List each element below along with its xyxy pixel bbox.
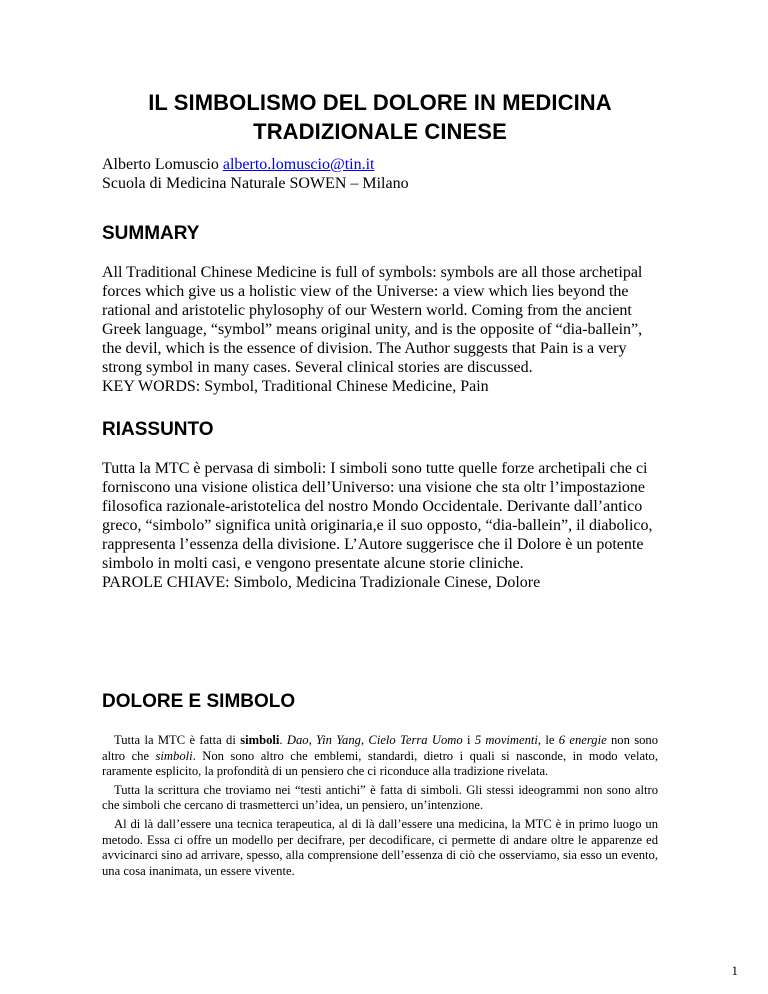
summary-text — [102, 263, 658, 396]
author-email-link[interactable]: alberto.lomuscio@tin.it — [222, 156, 375, 173]
italic-term: simboli — [155, 748, 193, 763]
dolore-simbolo-body — [102, 733, 658, 879]
summary-line: rational and aristotelic phylosophy of our Western world. Coming from the ancient — [102, 302, 632, 319]
riassunto-line: forniscono una visione olistica dell’Universo: una visione che sta oltr l’impostazione — [102, 479, 645, 496]
author-line — [102, 155, 658, 174]
text-run: , — [308, 733, 317, 747]
summary-heading: SUMMARY — [102, 223, 200, 244]
summary-line: forces which give us a holistic view of the Universe: a view which lies beyond the — [102, 283, 629, 300]
riassunto-text — [102, 459, 658, 592]
text-run: , le — [537, 733, 559, 747]
riassunto-heading: RIASSUNTO — [102, 419, 214, 440]
text-run: , — [360, 733, 369, 747]
summary-keywords: KEY WORDS: Symbol, Traditional Chinese Medicine, Pain — [102, 378, 489, 395]
italic-term: Cielo Terra Uomo — [368, 733, 463, 747]
summary-line: the devil, which is the essence of division. The Author suggests that Pain is a very — [102, 340, 627, 357]
italic-term: Yin Yang — [316, 733, 361, 747]
title-line-1: IL SIMBOLISMO DEL DOLORE IN MEDICINA — [148, 90, 612, 115]
riassunto-line: rappresenta l’essenza della divisione. L’Autore suggerisce che il Dolore è un potente — [102, 536, 644, 553]
body-paragraph-1 — [102, 733, 658, 780]
author-name: Alberto Lomuscio — [102, 156, 219, 173]
riassunto-keywords: PAROLE CHIAVE: Simbolo, Medicina Tradizionale Cinese, Dolore — [102, 574, 541, 591]
author-affiliation: Scuola di Medicina Naturale SOWEN – Milano — [102, 175, 409, 192]
body-paragraph-3: Al di là dall’essere una tecnica terapeutica, al di là dall’essere una medicina, la MTC è in primo luogo un metodo. Essa ci offre un modello per decifrare, per decodificare, ci permette di andare oltre le apparenze ed avvicinarci sino ad arrivare, spesso, alla comprensione dell’essenza di ciò che osserviamo, sia esso un evento, una cosa inanimata, un essere vivente. — [102, 816, 658, 878]
page-number: 1 — [731, 963, 738, 978]
text-run: Tutta la MTC è fatta di — [114, 733, 241, 747]
italic-term: 6 energie — [558, 733, 607, 747]
riassunto-line: simbolo in molti casi, e vengono presentate alcune storie cliniche. — [102, 555, 524, 572]
riassunto-line: greco, “simbolo” significa unità originaria,e il suo opposto, “dia-ballein”, il diabolico, — [102, 517, 653, 534]
title-line-2: TRADIZIONALE CINESE — [253, 119, 507, 144]
text-run: non sono altro che — [102, 733, 659, 763]
summary-line: strong symbol in many cases. Several clinical stories are discussed. — [102, 359, 533, 376]
dolore-simbolo-heading: DOLORE E SIMBOLO — [102, 691, 296, 712]
bold-term: simboli — [240, 733, 280, 747]
italic-term: 5 movimenti — [474, 733, 538, 747]
riassunto-line: Tutta la MTC è pervasa di simboli: I simboli sono tutte quelle forze archetipali che ci — [102, 460, 648, 477]
text-run: . Non sono altro che emblemi, standardi, dietro i quali si nasconde, in modo velato, raramente esplicito, la profondità di un pensiero che ci riconduce alla tradizione rivelata. — [102, 748, 658, 779]
text-run: i — [462, 733, 475, 747]
page-title — [102, 88, 658, 146]
summary-line: Greek language, “symbol” means original unity, and is the opposite of “dia-ballein”, — [102, 321, 643, 338]
author-block — [102, 155, 658, 193]
summary-line: All Traditional Chinese Medicine is full of symbols: symbols are all those archetipal — [102, 264, 643, 281]
text-run: . — [279, 733, 287, 747]
riassunto-line: filosofica razionale-aristotelica del nostro Mondo Occidentale. Derivante dall’antico — [102, 498, 643, 515]
body-paragraph-2: Tutta la scrittura che troviamo nei “testi antichi” è fatta di simboli. Gli stessi ideogrammi non sono altro che simboli che cercano di trasmetterci un’idea, un pensiero, un’intenzione. — [102, 782, 658, 813]
italic-term: Dao — [286, 733, 309, 747]
